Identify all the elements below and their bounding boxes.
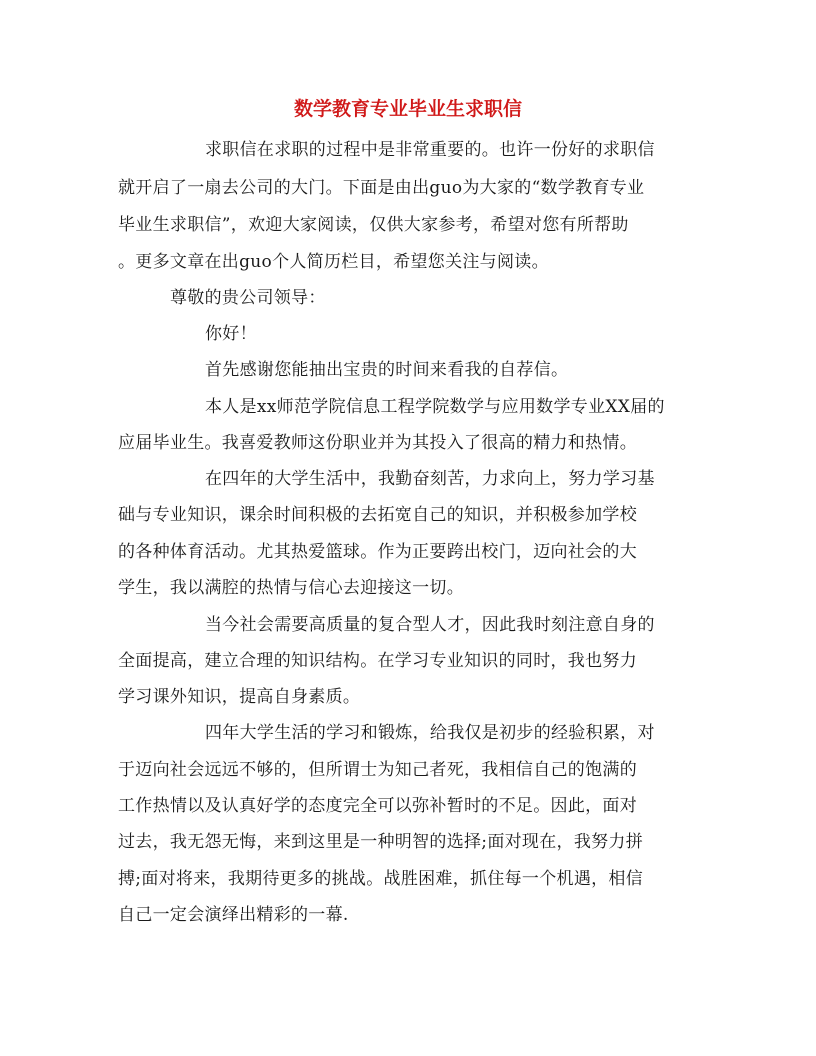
paragraph-5-line-3: 工作热情以及认真好学的态度完全可以弥补暂时的不足。因此，面对 [118, 796, 637, 816]
intro-line-4: 。更多文章在出guo个人简历栏目，希望您关注与阅读。 [118, 252, 549, 272]
intro-line-1: 求职信在求职的过程中是非常重要的。也许一份好的求职信 [205, 140, 655, 160]
paragraph-1-line-1: 首先感谢您能抽出宝贵的时间来看我的自荐信。 [205, 360, 569, 380]
intro-line-3: 毕业生求职信”，欢迎大家阅读，仅供大家参考，希望对您有所帮助 [118, 215, 629, 235]
paragraph-2-line-1: 本人是xx师范学院信息工程学院数学与应用数学专业XX届的 [205, 397, 665, 417]
salutation: 尊敬的贵公司领导： [170, 288, 326, 308]
greeting: 你好！ [205, 324, 257, 344]
paragraph-5-line-1: 四年大学生活的学习和锻炼，给我仅是初步的经验积累，对 [205, 723, 655, 743]
paragraph-4-line-1: 当今社会需要高质量的复合型人才，因此我时刻注意自身的 [205, 615, 655, 635]
paragraph-5-line-4: 过去，我无怨无悔，来到这里是一种明智的选择;面对现在，我努力拼 [118, 832, 644, 852]
paragraph-2-line-2: 应届毕业生。我喜爱教师这份职业并为其投入了很高的精力和热情。 [118, 433, 637, 453]
paragraph-3-line-1: 在四年的大学生活中，我勤奋刻苦，力求向上，努力学习基 [205, 469, 655, 489]
paragraph-3-line-3: 的各种体育活动。尤其热爱篮球。作为正要跨出校门，迈向社会的大 [118, 542, 637, 562]
paragraph-4-line-3: 学习课外知识，提高自身素质。 [118, 687, 361, 707]
paragraph-3-line-2: 础与专业知识，课余时间积极的去拓宽自己的知识，并积极参加学校 [118, 505, 637, 525]
paragraph-5-line-2: 于迈向社会远远不够的，但所谓士为知己者死，我相信自己的饱满的 [118, 760, 637, 780]
document-title: 数学教育专业毕业生求职信 [293, 98, 522, 120]
paragraph-4-line-2: 全面提高，建立合理的知识结构。在学习专业知识的同时，我也努力 [118, 651, 637, 671]
paragraph-3-line-4: 学生，我以满腔的热情与信心去迎接这一切。 [118, 578, 464, 598]
intro-line-2: 就开启了一扇去公司的大门。下面是由出guo为大家的“数学教育专业 [118, 178, 645, 198]
paragraph-5-line-5: 搏;面对将来，我期待更多的挑战。战胜困难，抓住每一个机遇，相信 [118, 869, 644, 889]
paragraph-5-line-6: 自己一定会演绎出精彩的一幕. [118, 905, 349, 925]
